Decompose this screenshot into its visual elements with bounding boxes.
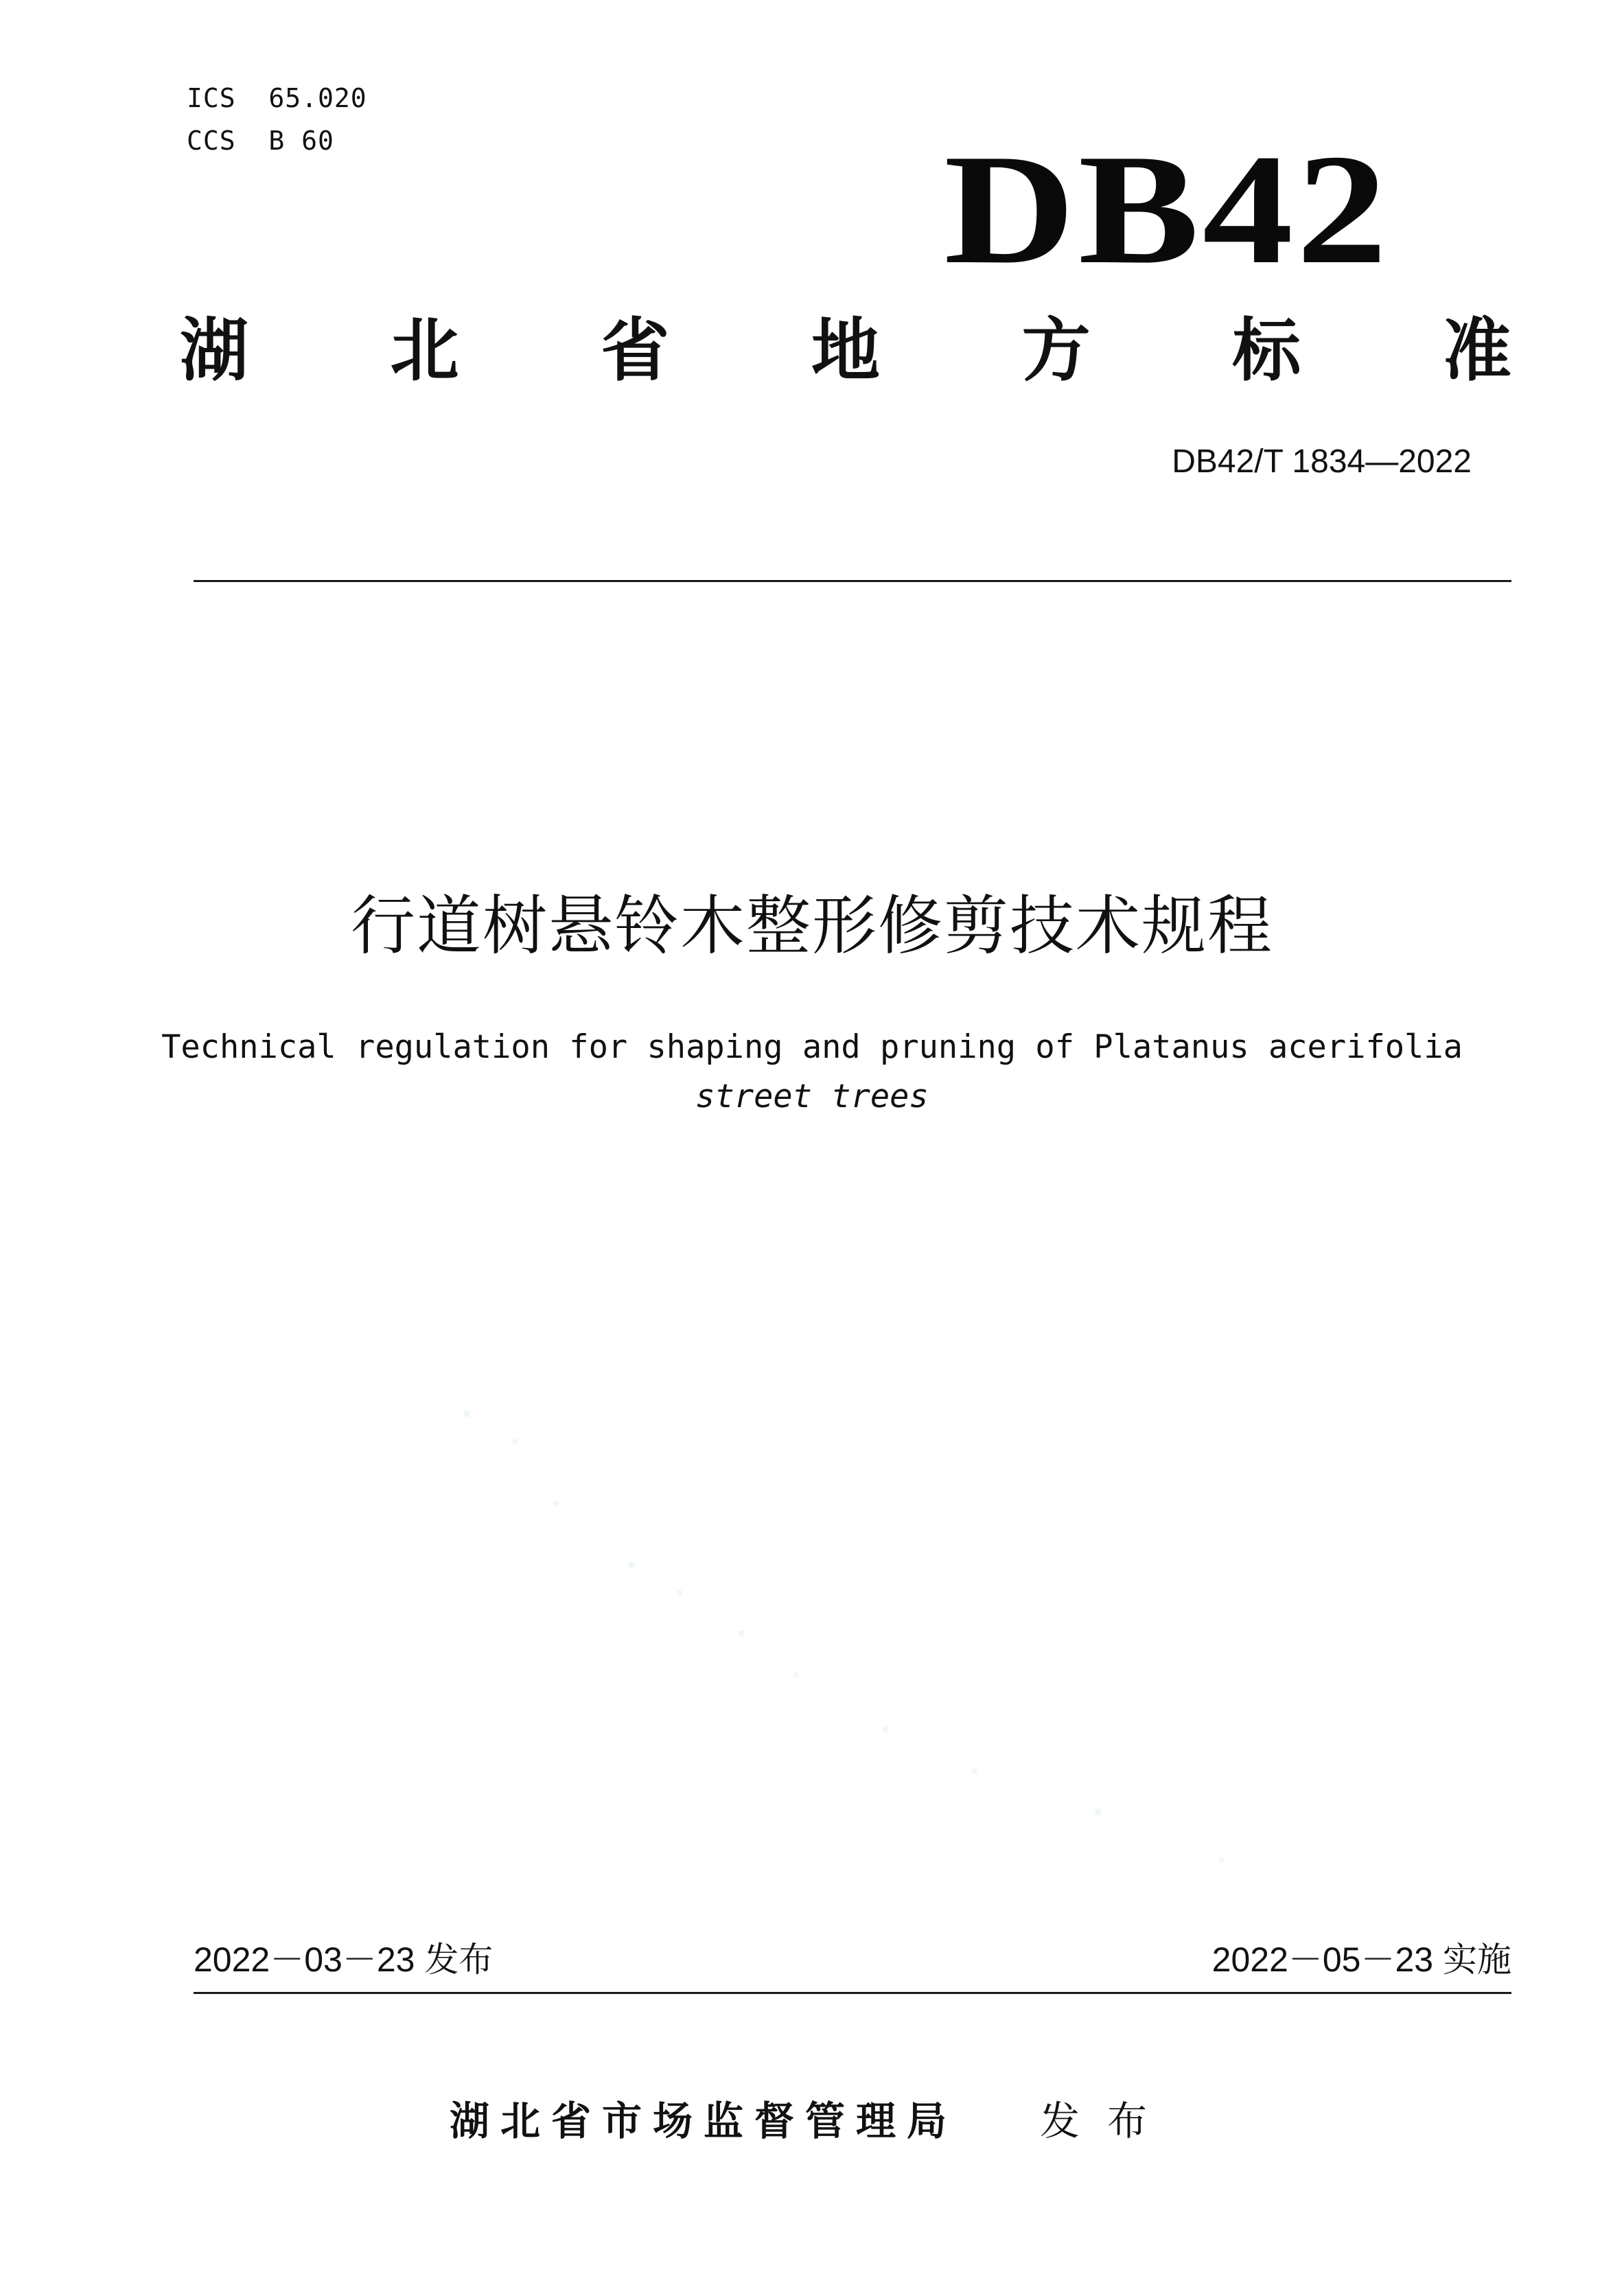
standard-type-char: 地: [811, 310, 880, 391]
classification-codes: [187, 77, 367, 162]
header-divider: [194, 580, 1511, 582]
document-title-chinese: 行道树悬铃木整形修剪技术规程: [350, 889, 1273, 964]
issue-label: 发布: [1040, 2098, 1175, 2144]
standard-type-char: 准: [1442, 310, 1511, 391]
standard-type-char: 方: [1021, 310, 1091, 391]
standard-number: DB42/T 1834—2022: [1172, 443, 1472, 480]
standard-type-char: 省: [601, 310, 670, 391]
ics-code: ICS 65.020: [187, 83, 367, 113]
ccs-code: CCS B 60: [187, 126, 334, 156]
db-logo: DB42: [944, 121, 1391, 297]
standard-type-char: 湖: [180, 310, 248, 391]
publisher-line: [0, 2094, 1624, 2148]
english-title-line2: street trees: [695, 1078, 929, 1115]
implementation-date: 2022－05－23 实施: [1211, 1940, 1511, 1979]
release-date: 2022－03－23 发布: [194, 1940, 494, 1979]
footer-divider: [194, 1992, 1511, 1994]
standard-type-char: 标: [1232, 310, 1301, 391]
document-title-english: [0, 1023, 1624, 1122]
standard-type-heading: [180, 310, 1511, 391]
standard-type-char: 北: [390, 310, 459, 391]
publisher-name: 湖北省市场监督管理局: [449, 2098, 958, 2144]
faint-watermark: [412, 1387, 1304, 1867]
english-title-line1: Technical regulation for shaping and pruning of Platanus acerifolia: [161, 1028, 1463, 1066]
